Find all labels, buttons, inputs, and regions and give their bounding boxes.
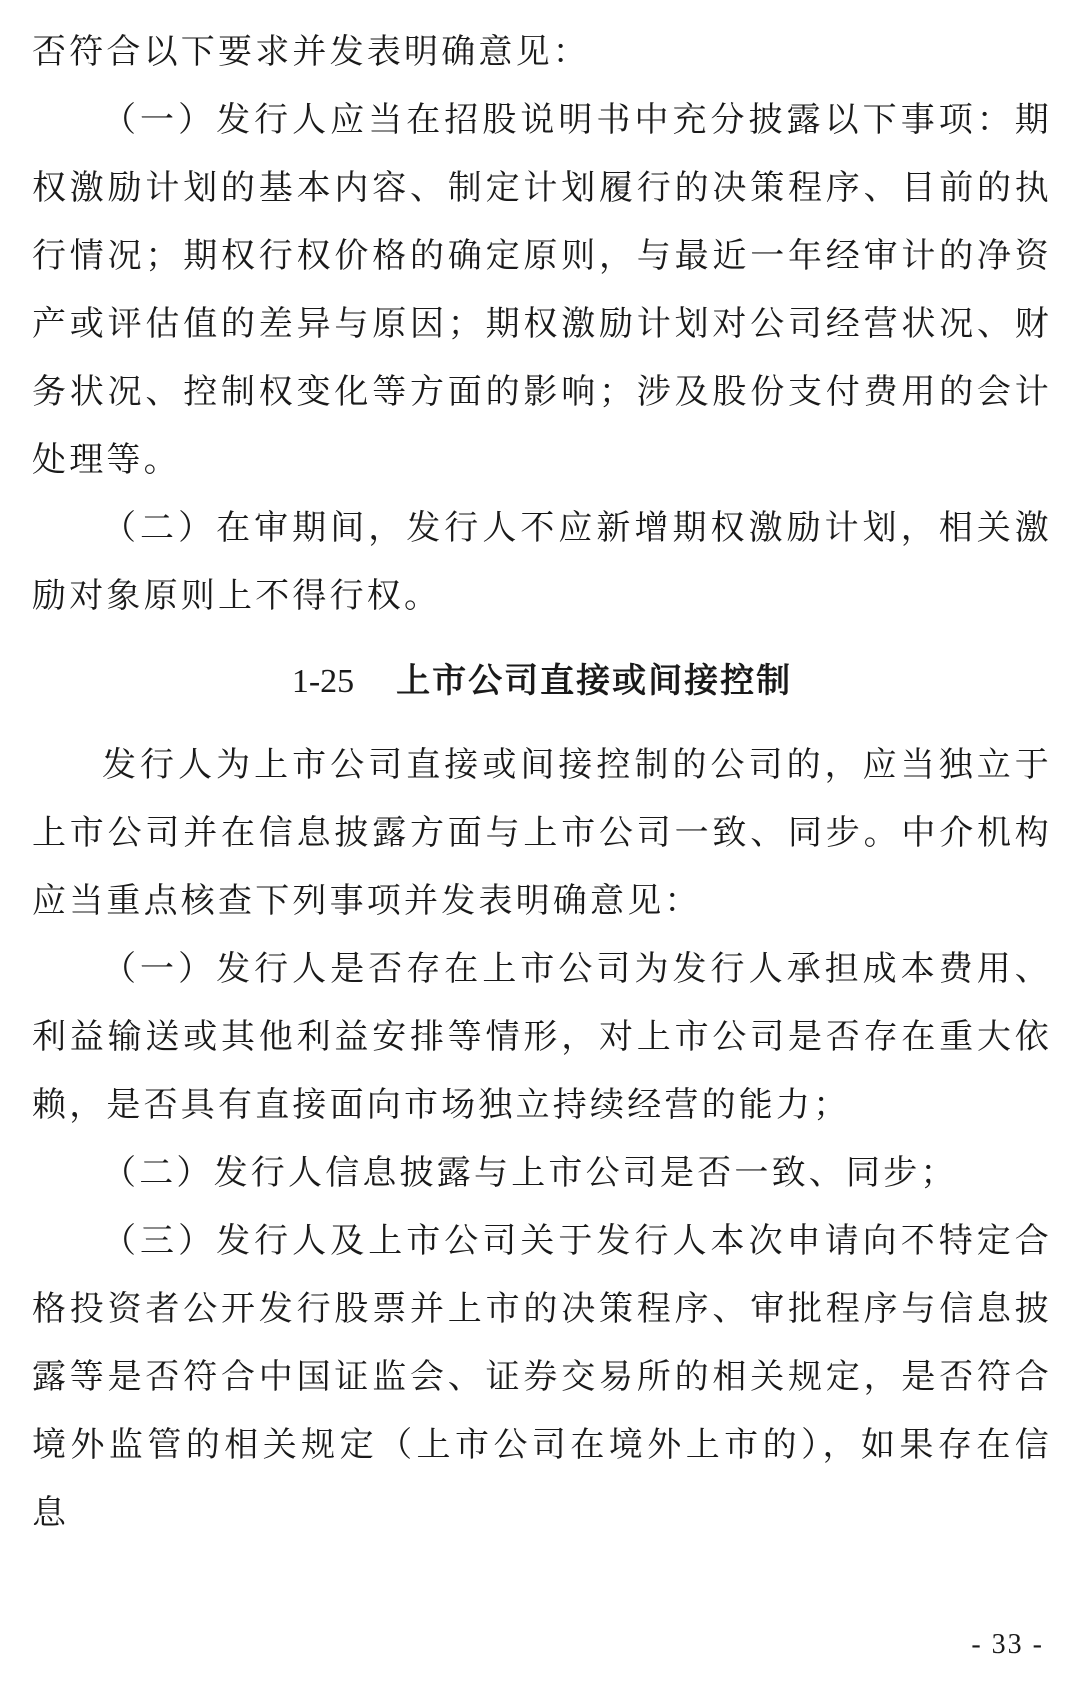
section-title: 上市公司直接或间接控制 — [396, 661, 793, 701]
paragraph-item-3: （三）发行人及上市公司关于发行人本次申请向不特定合格投资者公开发行股票并上市的决策程序、审批程序与信息披露等是否符合中国证监会、证券交易所的相关规定，是否符合境外监管的相关规定（上市公司在境外上市的），如果存在信息 — [32, 1221, 1052, 1533]
paragraph-item-1: （一）发行人是否存在上市公司为发行人承担成本费用、利益输送或其他利益安排等情形，对上市公司是否存在重大依赖，是否具有直接面向市场独立持续经营的能力； — [32, 949, 1052, 1125]
section-number: 1-25 — [291, 663, 355, 700]
page-number: - 33 - — [971, 1629, 1044, 1660]
paragraph-continuation: 否符合以下要求并发表明确意见： — [32, 32, 590, 72]
document-page — [32, 18, 1052, 1547]
section-heading — [32, 638, 1052, 725]
paragraph-item-2: （二）在审期间，发行人不应新增期权激励计划，相关激励对象原则上不得行权。 — [32, 508, 1052, 616]
paragraph-intro: 发行人为上市公司直接或间接控制的公司的，应当独立于上市公司并在信息披露方面与上市公司一致、同步。中介机构应当重点核查下列事项并发表明确意见： — [32, 745, 1052, 921]
paragraph-item-2: （二）发行人信息披露与上市公司是否一致、同步； — [102, 1153, 958, 1193]
paragraph-item-1: （一）发行人应当在招股说明书中充分披露以下事项：期权激励计划的基本内容、制定计划履行的决策程序、目前的执行情况；期权行权价格的确定原则，与最近一年经审计的净资产或评估值的差异与原因；期权激励计划对公司经营状况、财务状况、控制权变化等方面的影响；涉及股份支付费用的会计处理等。 — [32, 100, 1052, 480]
